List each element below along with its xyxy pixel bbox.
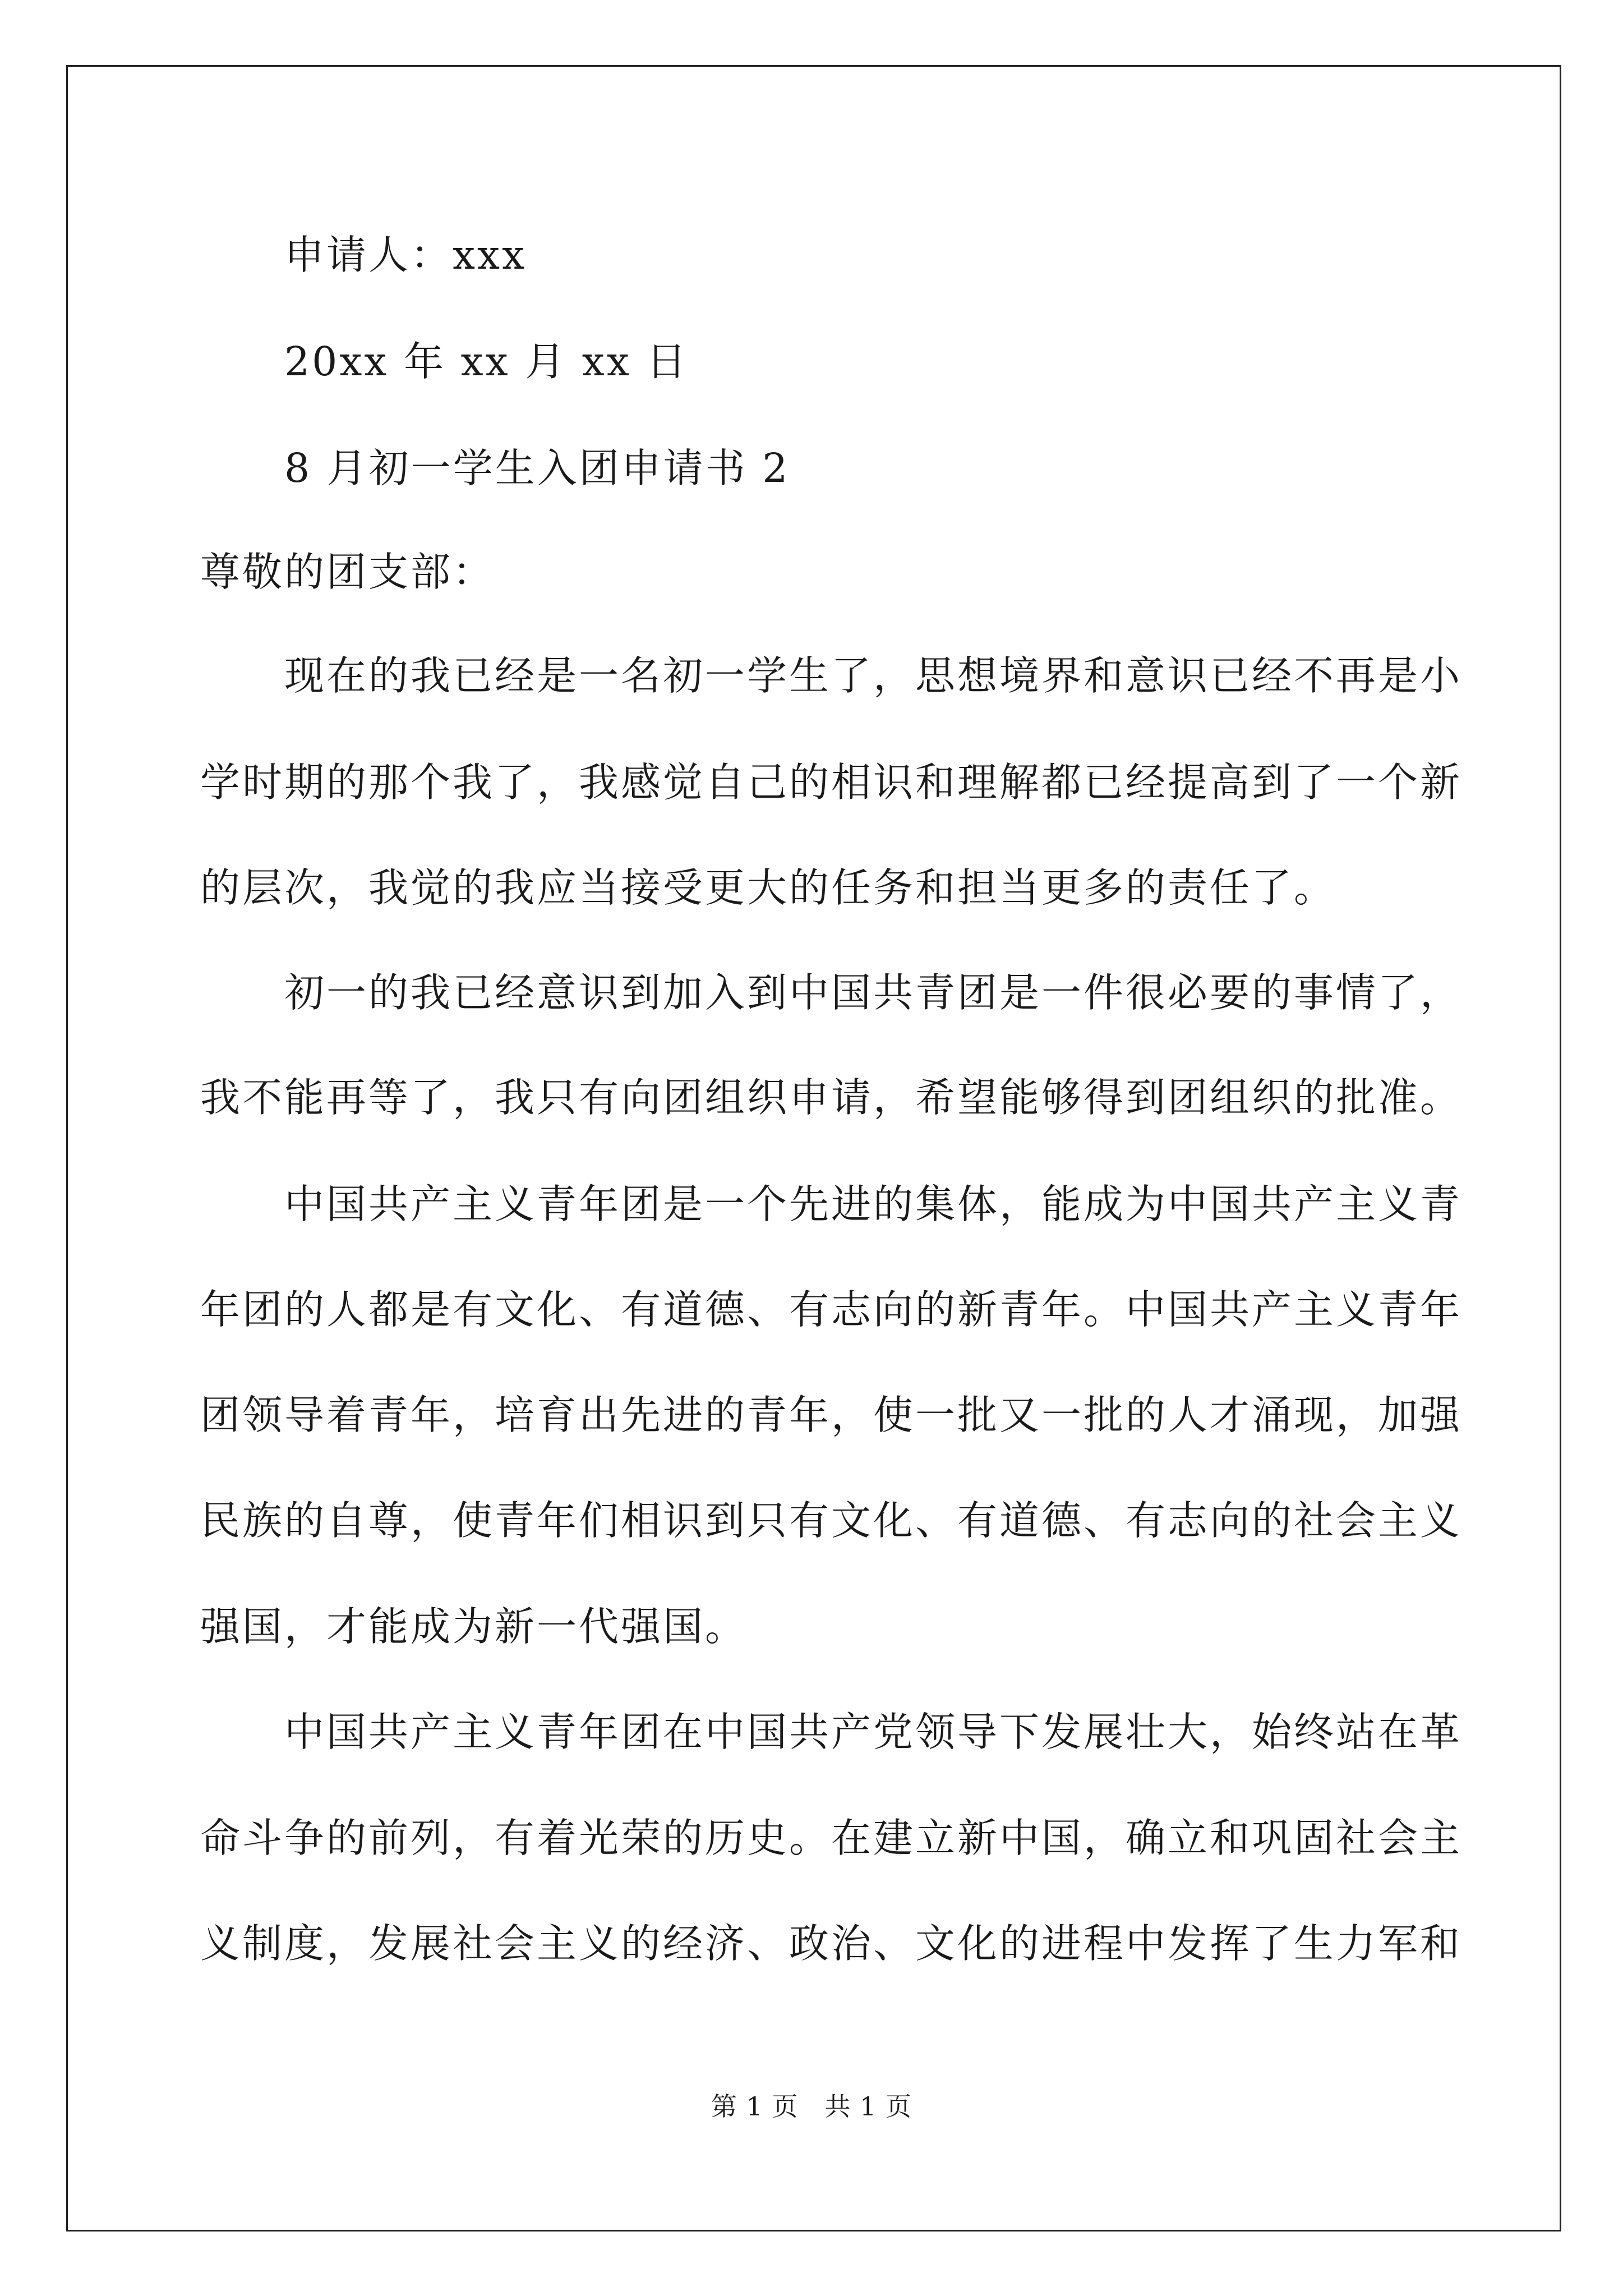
paragraph-line: 强国，才能成为新一代强国。 [200, 1603, 748, 1650]
paragraph-line: 命斗争的前列，有着光荣的历史。在建立新中国，确立和巩固社会主 [200, 1815, 1463, 1861]
paragraph-line: 现在的我已经是一名初一学生了，思想境界和意识已经不再是小 [284, 652, 1463, 699]
paragraph-line: 团领导着青年，培育出先进的青年，使一批又一批的人才涌现，加强 [200, 1392, 1463, 1438]
paragraph-line: 初一的我已经意识到加入到中国共青团是一件很必要的事情了， [284, 969, 1463, 1016]
paragraph-line: 中国共产主义青年团在中国共产党领导下发展壮大，始终站在革 [284, 1709, 1463, 1755]
paragraph-line: 的层次，我觉的我应当接受更大的任务和担当更多的责任了。 [200, 864, 1336, 911]
salutation: 尊敬的团支部： [200, 549, 495, 595]
paragraph-line: 我不能再等了，我只有向团组织申请，希望能够得到团组织的批准。 [200, 1074, 1463, 1121]
paragraph-line: 民族的自尊，使青年们相识到只有文化、有道德、有志向的社会主义 [200, 1497, 1463, 1544]
page-footer: 第 1 页 共 1 页 [711, 2091, 912, 2122]
document-title: 8 月初一学生入团申请书 2 [284, 445, 790, 491]
applicant-line: 申请人：xxx [284, 232, 527, 278]
paragraph-line: 义制度，发展社会主义的经济、政治、文化的进程中发挥了生力军和 [200, 1920, 1463, 1967]
paragraph-line: 学时期的那个我了，我感觉自己的相识和理解都已经提高到了一个新 [200, 759, 1463, 806]
paragraph-line: 年团的人都是有文化、有道德、有志向的新青年。中国共产主义青年 [200, 1286, 1463, 1333]
page-border [66, 65, 1561, 2231]
paragraph-line: 中国共产主义青年团是一个先进的集体，能成为中国共产主义青 [284, 1181, 1463, 1227]
date-line: 20xx 年 xx 月 xx 日 [284, 338, 689, 385]
